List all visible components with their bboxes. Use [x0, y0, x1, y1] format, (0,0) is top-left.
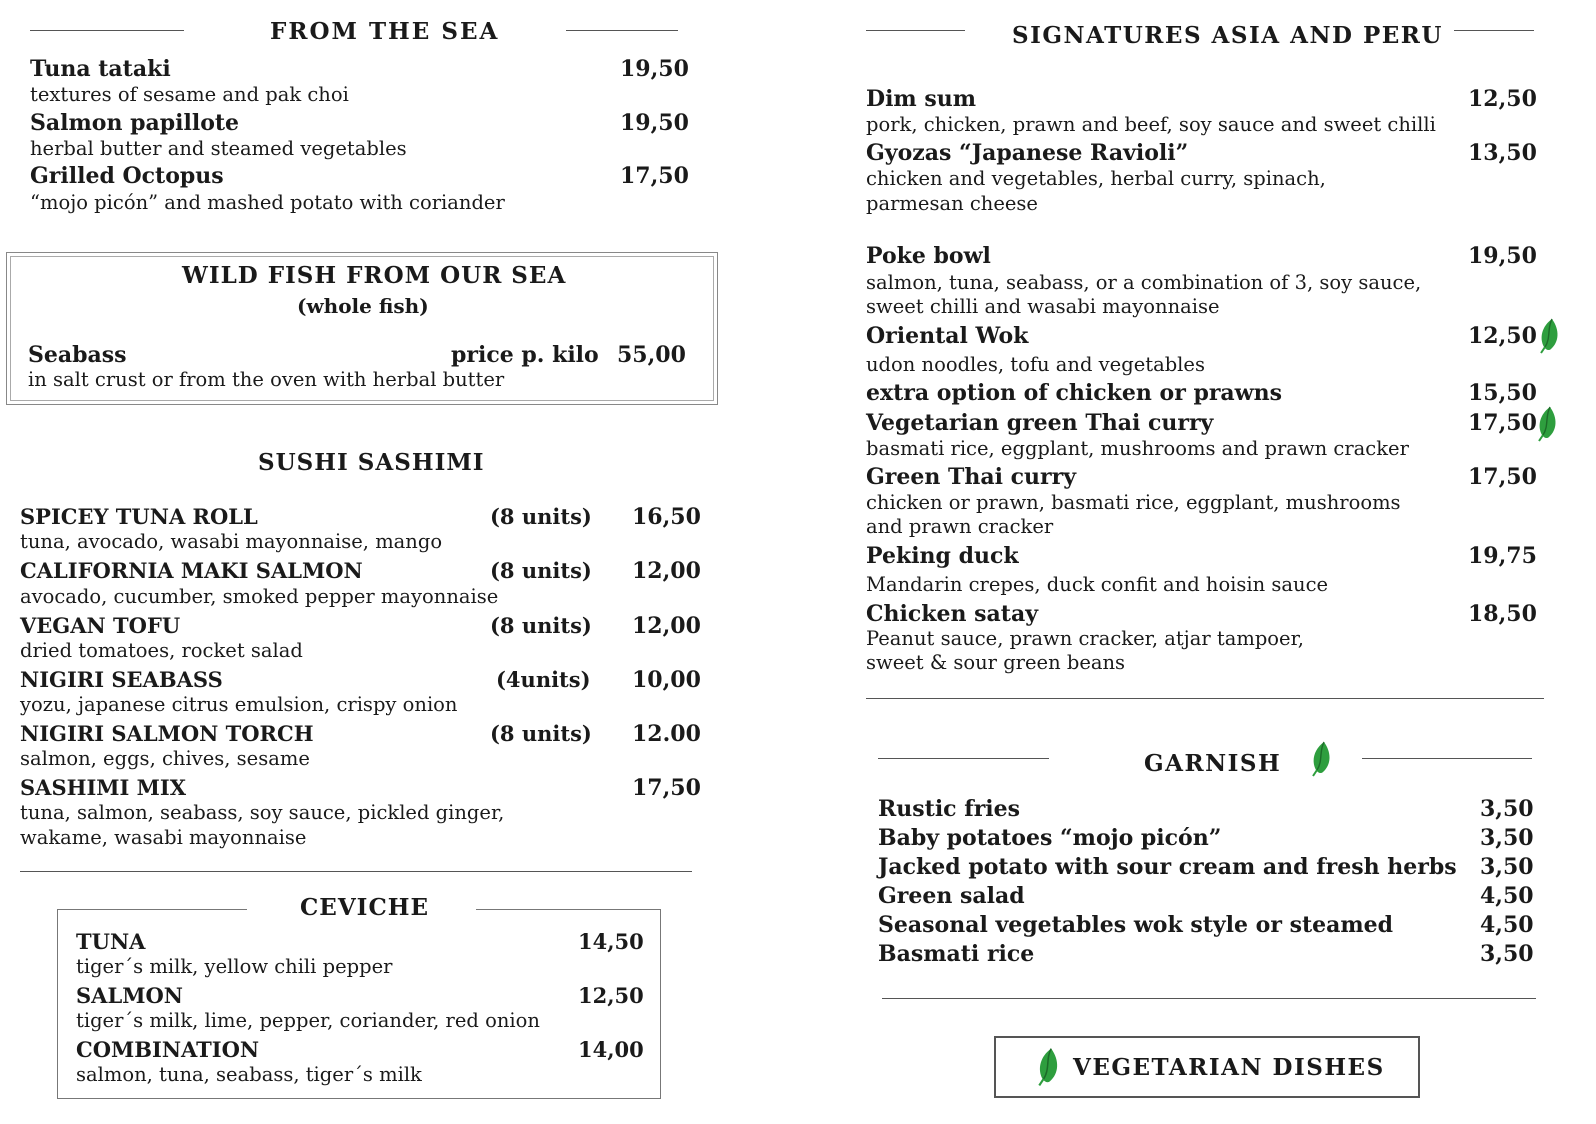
dish-name: Chicken satay: [866, 601, 1038, 627]
dish-description: herbal butter and steamed vegetables: [30, 137, 407, 160]
dish-name: Green salad: [878, 883, 1025, 909]
dish-price: 12,50: [1468, 86, 1537, 112]
section-title-from-the-sea: FROM THE SEA: [270, 18, 500, 45]
dish-price: 14,00: [578, 1037, 644, 1062]
dish-price: 17,50: [632, 775, 701, 801]
dish-description: yozu, japanese citrus emulsion, crispy onion: [20, 693, 458, 716]
dish-name: Baby potatoes “mojo picón”: [878, 825, 1222, 851]
section-title-signatures: SIGNATURES ASIA AND PERU: [1012, 22, 1443, 49]
section-title-sushi-sashimi: SUSHI SASHIMI: [258, 449, 485, 476]
dish-price: 4,50: [1480, 883, 1534, 909]
dish-description: salmon, tuna, seabass, or a combination of 3, soy sauce,: [866, 271, 1422, 294]
dish-name: Salmon papillote: [30, 110, 240, 136]
dish-description-line2: and prawn cracker: [866, 515, 1054, 538]
vegetarian-legend-label: VEGETARIAN DISHES: [1073, 1054, 1385, 1081]
dish-name: Poke bowl: [866, 243, 991, 269]
dish-name: SALMON: [76, 983, 183, 1008]
divider: [20, 871, 692, 872]
dish-name: Dim sum: [866, 86, 977, 112]
dish-description-line2: wakame, wasabi mayonnaise: [20, 826, 307, 849]
dish-description: chicken or prawn, basmati rice, eggplant, mushrooms: [866, 491, 1401, 514]
dish-price: 14,50: [578, 929, 644, 954]
leaf-icon: [1538, 318, 1562, 354]
dish-description: tuna, salmon, seabass, soy sauce, pickled ginger,: [20, 801, 505, 824]
dish-price: 17,50: [1468, 410, 1537, 436]
dish-name: Seabass: [28, 342, 127, 368]
dish-name: Peking duck: [866, 543, 1019, 569]
leaf-icon: [1536, 406, 1560, 442]
dish-name: SPICEY TUNA ROLL: [20, 504, 258, 529]
dish-description: Mandarin crepes, duck confit and hoisin sauce: [866, 573, 1329, 596]
dish-price: 3,50: [1480, 854, 1534, 880]
dish-description: chicken and vegetables, herbal curry, spinach,: [866, 167, 1326, 190]
dish-price: 19,75: [1468, 543, 1537, 569]
price-unit-label: price p. kilo: [451, 342, 599, 368]
dish-description-line2: sweet & sour green beans: [866, 651, 1126, 674]
dish-price: 10,00: [632, 667, 701, 693]
dish-name: Seasonal vegetables wok style or steamed: [878, 912, 1394, 938]
dish-price: 3,50: [1480, 825, 1534, 851]
dish-price: 19,50: [620, 56, 689, 82]
dish-price: 15,50: [1468, 380, 1537, 406]
dish-name: extra option of chicken or prawns: [866, 380, 1282, 406]
dish-description: salmon, tuna, seabass, tiger´s milk: [76, 1063, 422, 1086]
dish-name: CALIFORNIA MAKI SALMON: [20, 558, 363, 583]
dish-name: NIGIRI SALMON TORCH: [20, 721, 314, 746]
section-title-garnish: GARNISH: [1144, 750, 1282, 777]
dish-price: 16,50: [632, 504, 701, 530]
dish-units: (8 units): [490, 504, 592, 529]
dish-price: 4,50: [1480, 912, 1534, 938]
dish-description: in salt crust or from the oven with herbal butter: [28, 368, 505, 391]
dish-units: (8 units): [490, 721, 592, 746]
dish-name: Basmati rice: [878, 941, 1035, 967]
dish-name: Tuna tataki: [30, 56, 171, 82]
dish-price: 12,50: [1468, 323, 1537, 349]
dish-description: “mojo picón” and mashed potato with coriander: [30, 191, 505, 214]
dish-description: pork, chicken, prawn and beef, soy sauce and sweet chilli: [866, 113, 1436, 136]
dish-price: 19,50: [1468, 243, 1537, 269]
dish-name: TUNA: [76, 929, 146, 954]
dish-price: 18,50: [1468, 601, 1537, 627]
dish-price: 12,00: [632, 558, 701, 584]
dish-price: 13,50: [1468, 140, 1537, 166]
dish-name: SASHIMI MIX: [20, 775, 187, 800]
dish-description-line2: parmesan cheese: [866, 192, 1038, 215]
dish-price: 12,50: [578, 983, 644, 1008]
dish-price: 3,50: [1480, 941, 1534, 967]
dish-name: Vegetarian green Thai curry: [866, 410, 1214, 436]
dish-description-line2: sweet chilli and wasabi mayonnaise: [866, 295, 1220, 318]
dish-name: Gyozas “Japanese Ravioli”: [866, 140, 1189, 166]
dish-price: 17,50: [620, 163, 689, 189]
dish-price: 55,00: [617, 342, 686, 368]
section-title-wild-fish: WILD FISH FROM OUR SEA: [182, 262, 567, 289]
leaf-icon: [1036, 1047, 1062, 1087]
dish-name: Oriental Wok: [866, 323, 1029, 349]
dish-units: (4units): [496, 667, 591, 692]
dish-description: tiger´s milk, yellow chili pepper: [76, 955, 393, 978]
dish-price: 3,50: [1480, 796, 1534, 822]
dish-description: salmon, eggs, chives, sesame: [20, 747, 310, 770]
section-title-ceviche: CEVICHE: [300, 894, 430, 921]
dish-price: 17,50: [1468, 464, 1537, 490]
dish-name: NIGIRI SEABASS: [20, 667, 223, 692]
dish-name: Jacked potato with sour cream and fresh herbs: [878, 854, 1457, 880]
dish-price: 12.00: [632, 721, 701, 747]
dish-description: udon noodles, tofu and vegetables: [866, 353, 1205, 376]
section-subtitle-whole-fish: (whole fish): [297, 294, 429, 318]
divider: [882, 998, 1536, 999]
dish-name: Rustic fries: [878, 796, 1021, 822]
dish-description: avocado, cucumber, smoked pepper mayonnaise: [20, 585, 499, 608]
dish-name: Green Thai curry: [866, 464, 1077, 490]
dish-name: COMBINATION: [76, 1037, 260, 1062]
dish-price: 19,50: [620, 110, 689, 136]
dish-units: (8 units): [490, 613, 592, 638]
leaf-icon: [1310, 741, 1334, 777]
dish-description: textures of sesame and pak choi: [30, 83, 349, 106]
dish-name: Grilled Octopus: [30, 163, 224, 189]
dish-description: Peanut sauce, prawn cracker, atjar tampoer,: [866, 627, 1304, 650]
dish-description: tuna, avocado, wasabi mayonnaise, mango: [20, 530, 443, 553]
dish-description: dried tomatoes, rocket salad: [20, 639, 303, 662]
dish-description: basmati rice, eggplant, mushrooms and prawn cracker: [866, 437, 1409, 460]
divider: [866, 698, 1544, 699]
dish-price: 12,00: [632, 613, 701, 639]
dish-description: tiger´s milk, lime, pepper, coriander, red onion: [76, 1009, 540, 1032]
dish-name: VEGAN TOFU: [20, 613, 181, 638]
dish-units: (8 units): [490, 558, 592, 583]
